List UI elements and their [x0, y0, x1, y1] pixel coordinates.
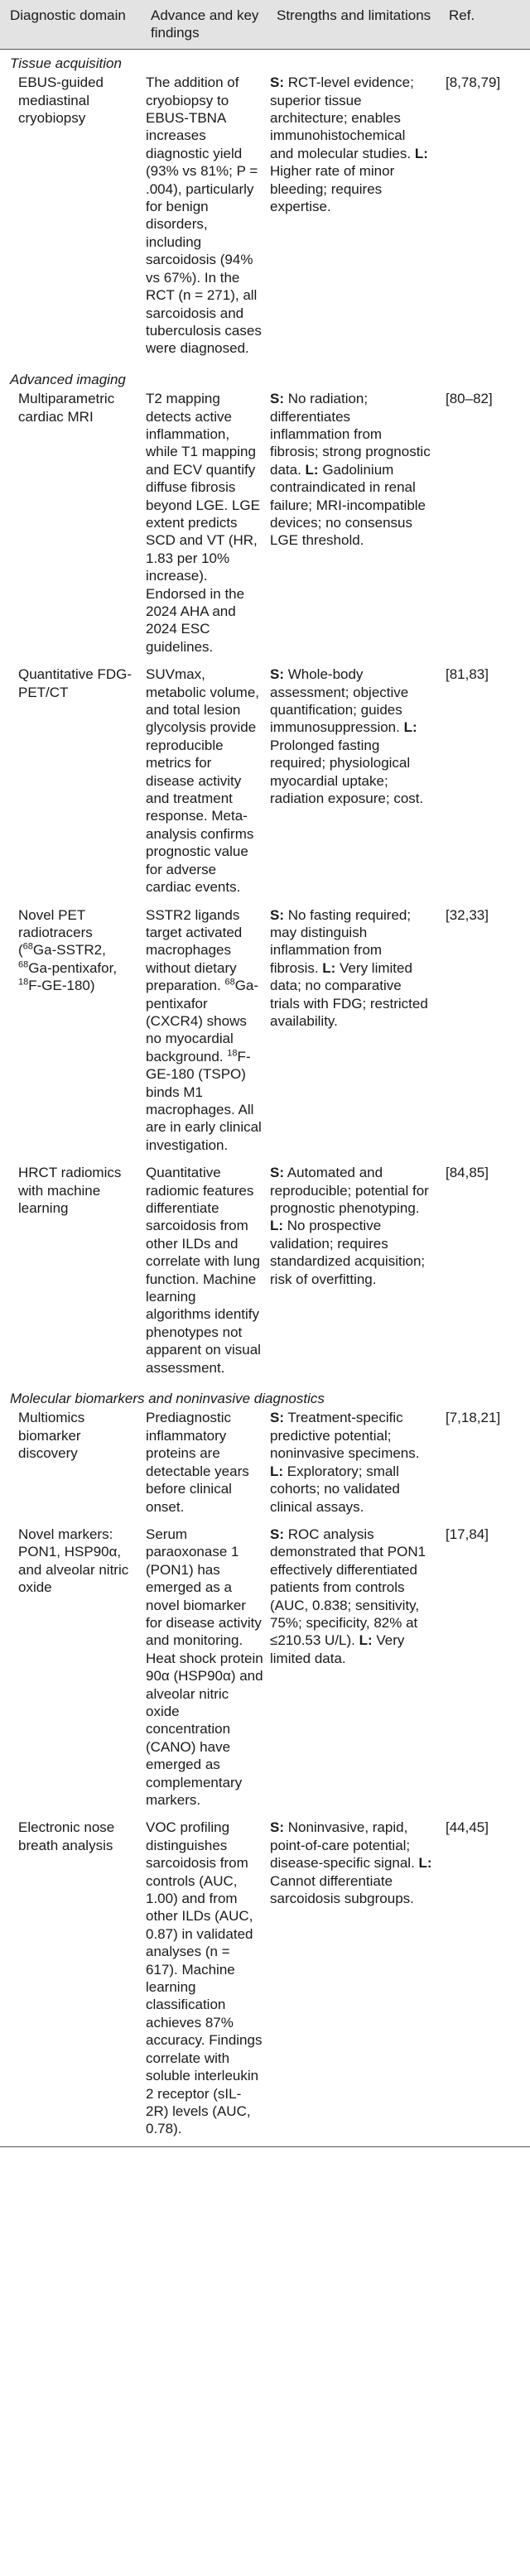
strengths-cell: S: No fasting required; may distinguish inflammation from fibrosis. L: Very limited data; no comparative trials with FDG; restricted availability. [270, 906, 428, 1029]
section-row [0, 366, 530, 388]
section-title: Molecular biomarkers and noninvasive diagnostics [10, 1391, 325, 1407]
limitation-label: L: [414, 145, 428, 161]
ref-cell: [44,45] [439, 1817, 530, 2146]
table-row [0, 1162, 530, 1385]
domain-cell: EBUS-guided mediastinal cryobiopsy [18, 74, 104, 127]
strengths-cell: S: Noninvasive, rapid, point-of-care potential; disease-specific signal. L: Cannot differentiate sarcoidosis subgroups. [267, 1817, 439, 2146]
ref-cell: [81,83] [446, 666, 489, 683]
domain-cell: Electronic nose breath analysis [0, 1817, 141, 2146]
table-row [0, 1407, 530, 1523]
advance-cell: Quantitative radiomic features differentiate sarcoidosis from other ILDs and correlate with lung function. Machine learning algorithms identify phenotypes not apparent on visual assessment. [146, 1165, 261, 1376]
table-row [0, 905, 530, 1163]
section-title: Advanced imaging [10, 371, 126, 387]
limitation-label: L: [270, 1218, 284, 1234]
advance-cell: SUVmax, metabolic volume, and total lesion glycolysis provide reproducible metrics for disease activity and treatment response. Meta-analysis confirms prognostic value for adverse cardiac events. [146, 666, 260, 896]
limitation-label: L: [305, 461, 319, 478]
domain-cell: Novel markers: PON1, HSP90α, and alveolar nitric oxide [18, 1526, 129, 1596]
domain-cell: Novel PET radiotracers ($^{68}$Ga-SSTR2, $^{68}$Ga-pentixafor, $^{18}$F-GE-180) [18, 906, 118, 994]
advance-cell: VOC profiling distinguishes sarcoidosis from controls (AUC, 1.00) and from other ILDs (AUC, 0.87) in validated analyses (n = 617). Machine learning classification achieves 87% accuracy. Findings correlate with soluble interleukin 2 receptor (sIL-2R) levels (AUC, 0.78). [141, 1817, 267, 2146]
table-row [0, 664, 530, 904]
limitation-label: L: [270, 1463, 284, 1479]
strength-label: S: [270, 74, 284, 91]
strengths-cell: S: RCT-level evidence; superior tissue architecture; enables immunohistochemical and molecular studies. L: Higher rate of minor bleeding; requires expertise. [270, 74, 428, 215]
ref-cell: [32,33] [446, 906, 489, 923]
table-body [0, 49, 530, 2146]
header-diagnostic-domain: Diagnostic domain [0, 0, 141, 49]
advance-cell: Prediagnostic inflammatory proteins are detectable years before clinical onset. [146, 1410, 249, 1515]
strength-label: S: [270, 1526, 284, 1542]
strength-label: S: [270, 1819, 284, 1836]
ref-cell: [17,84] [446, 1526, 489, 1542]
table-header [0, 0, 530, 49]
strength-label: S: [270, 391, 284, 407]
table-row [0, 72, 530, 366]
table-row [0, 1524, 530, 1818]
strengths-cell: S: Whole-body assessment; objective quantification; guides immunosuppression. L: Prolonged fasting required; physiological myocardial uptake; radiation exposure; cost. [270, 666, 424, 807]
domain-cell: Quantitative FDG-PET/CT [18, 666, 132, 700]
limitation-label: L: [418, 1855, 432, 1872]
limitation-label: L: [322, 959, 336, 976]
advance-cell: The addition of cryobiopsy to EBUS-TBNA increases diagnostic yield (93% vs 81%; P = .004), particularly for benign disorders, including sarcoidosis (94% vs 67%). In the RCT (n = 271), all sarcoidosis and tuberculosis cases were diagnosed. [146, 74, 262, 357]
advance-cell: SSTR2 ligands target activated macrophages without dietary preparation. $^{68}$Ga-pentixafor (CXCR4) shows no myocardial background. $^{18}$F-GE-180 (TSPO) binds M1 macrophages. All are in early clinical investigation. [146, 906, 262, 1153]
header-ref: Ref. [439, 0, 530, 49]
header-strengths: Strengths and limitations [267, 0, 439, 49]
strength-label: S: [270, 906, 284, 923]
limitation-label: L: [359, 1632, 373, 1649]
table-row [0, 388, 530, 664]
ref-cell: [84,85] [446, 1165, 489, 1181]
header-row [0, 0, 530, 49]
ref-cell: [80–82] [446, 391, 493, 407]
strengths-cell: S: ROC analysis demonstrated that PON1 effectively differentiated patients from controls (AUC, 0.838; sensitivity, 75%; specificity, 82% at ≤210.53 U/L). L: Very limited data. [270, 1526, 426, 1666]
advance-cell: T2 mapping detects active inflammation, while T1 mapping and ECV quantify diffuse fibrosis beyond LGE. LGE extent predicts SCD and VT (HR, 1.83 per 10% increase). Endorsed in the 2024 AHA and 2024 ESC guidelines. [146, 391, 260, 655]
strengths-cell: S: No radiation; differentiates inflammation from fibrosis; strong prognostic data. L: Gadolinium contraindicated in renal failure; MRI-incompatible devices; no consensus LGE threshold. [270, 391, 431, 549]
domain-cell: Multiparametric cardiac MRI [18, 391, 115, 425]
limitation-label: L: [403, 719, 417, 736]
strength-label: S: [270, 1410, 284, 1426]
ref-cell: [7,18,21] [446, 1410, 501, 1426]
domain-cell: Multiomics biomarker discovery [18, 1410, 85, 1462]
strengths-cell: S: Treatment-specific predictive potential; noninvasive specimens. L: Exploratory; small cohorts; no validated clinical assays. [270, 1410, 420, 1515]
section-title: Tissue acquisition [10, 55, 122, 71]
strengths-cell: S: Automated and reproducible; potential for prognostic phenotyping. L: No prospective validation; requires standardized acquisition; risk of overfitting. [270, 1165, 429, 1287]
ref-cell: [8,78,79] [446, 74, 501, 91]
header-advance: Advance and key findings [141, 0, 267, 49]
domain-cell: HRCT radiomics with machine learning [18, 1165, 122, 1216]
advance-cell: Serum paraoxonase 1 (PON1) has emerged as a novel biomarker for disease activity and monitoring. Heat shock protein 90α (HSP90α) and alveolar nitric oxide concentration (CANO) have emerged as complementary markers. [146, 1526, 263, 1808]
section-row [0, 49, 530, 72]
section-row [0, 1385, 530, 1407]
strength-label: S: [270, 666, 284, 683]
strength-label: S: [270, 1165, 284, 1181]
table-row [0, 1817, 530, 2146]
